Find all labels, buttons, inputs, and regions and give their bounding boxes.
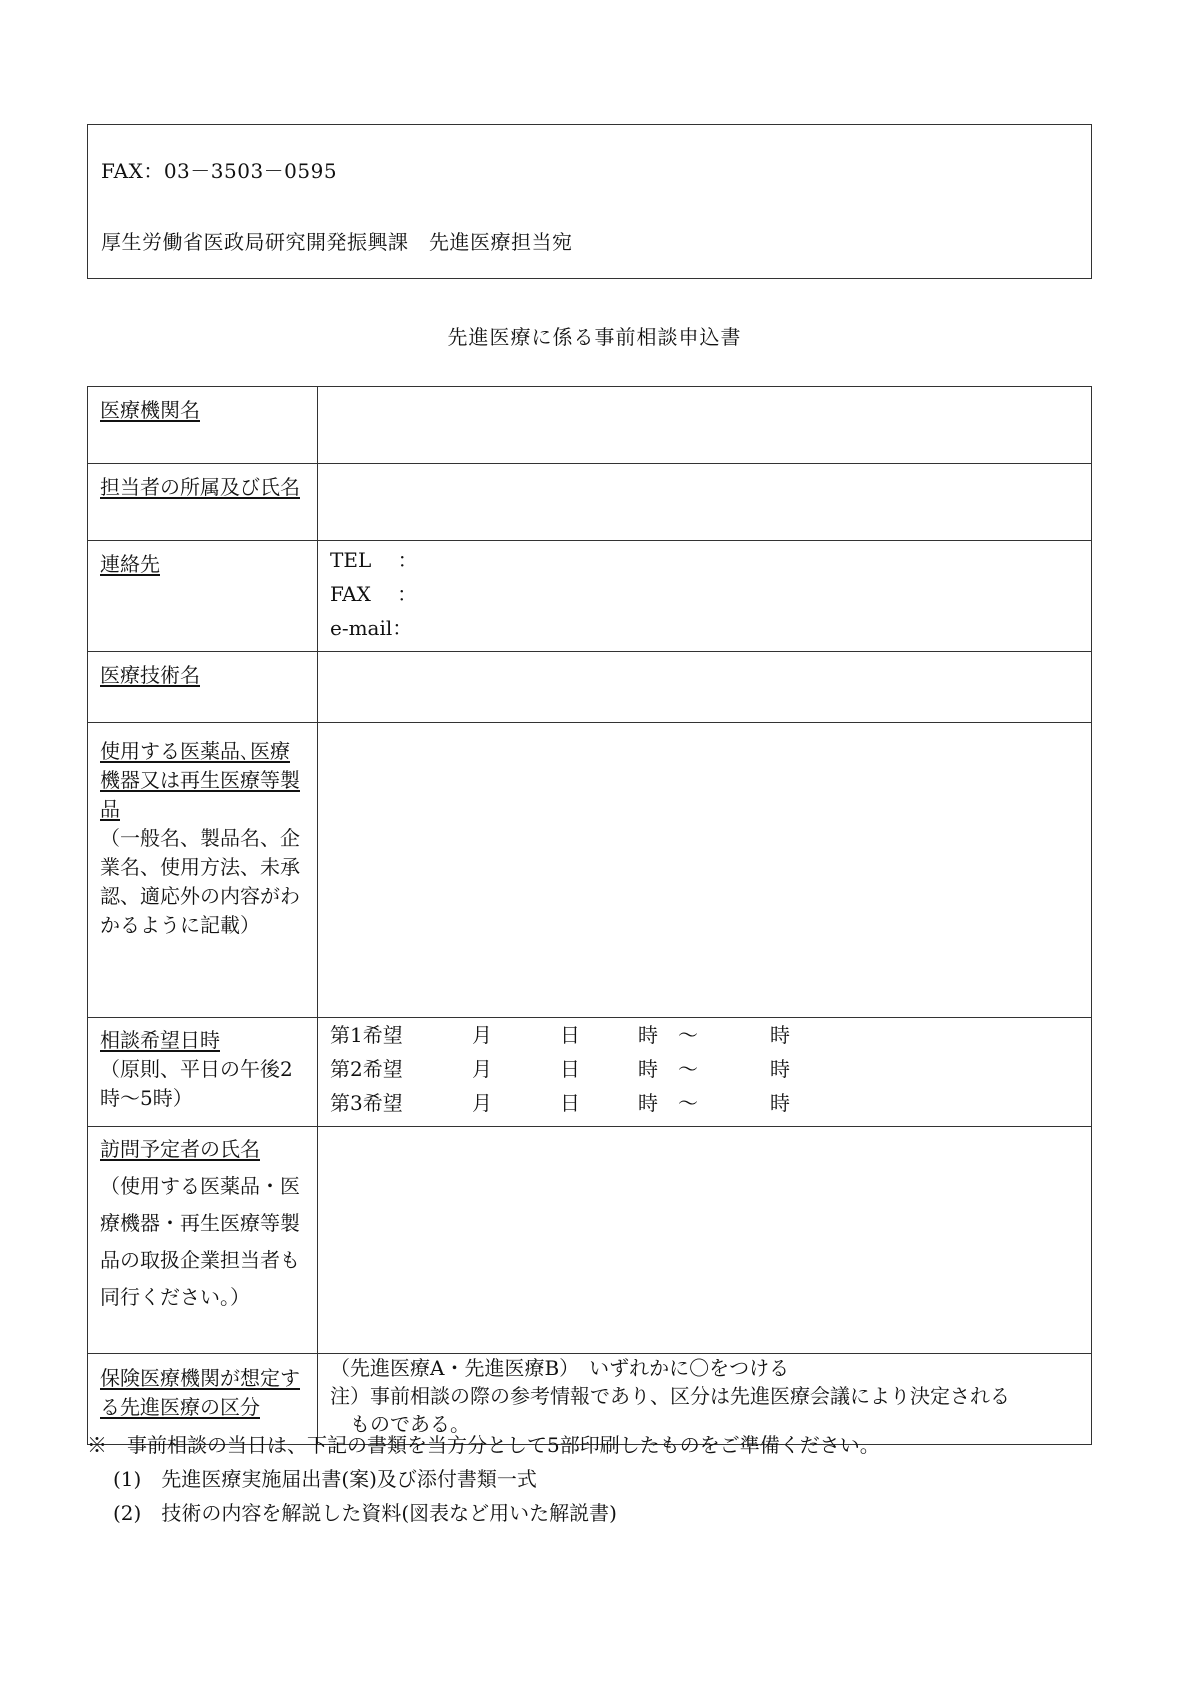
person-label: 担当者の所属及び氏名 bbox=[100, 475, 300, 499]
schedule-label-cell bbox=[88, 1018, 318, 1127]
category-note-line2: ものである。 bbox=[330, 1412, 470, 1436]
footer-note: ※ 事前相談の当日は、下記の書類を当方分として5部印刷したものをご準備ください。 bbox=[87, 1433, 880, 1457]
row-products bbox=[88, 723, 1092, 1018]
schedule-note: （原則、平日の午後2時～5時） bbox=[100, 1057, 293, 1110]
row-institution bbox=[88, 387, 1092, 464]
institution-input[interactable] bbox=[318, 387, 1092, 464]
schedule-cell bbox=[318, 1018, 1092, 1127]
application-form-table bbox=[87, 386, 1092, 1445]
technology-label-cell bbox=[88, 652, 318, 723]
schedule-label: 相談希望日時 bbox=[100, 1028, 220, 1052]
contact-label: 連絡先 bbox=[100, 552, 160, 576]
document-title: 先進医療に係る事前相談申込書 bbox=[447, 325, 742, 349]
tel-field[interactable]: TEL ： bbox=[330, 548, 418, 572]
contact-cell bbox=[318, 541, 1092, 652]
visitors-label-cell bbox=[88, 1127, 318, 1354]
addressee: 厚生労働省医政局研究開発振興課 先進医療担当宛 bbox=[101, 230, 573, 254]
schedule-option-2[interactable]: 第2希望 月 日 時 ～ 時 bbox=[330, 1057, 790, 1081]
fax-number: FAX：03－3503－0595 bbox=[101, 159, 338, 183]
person-label-cell bbox=[88, 464, 318, 541]
fax-addressee-box bbox=[87, 124, 1092, 279]
footer-item-1: (1) 先進医療実施届出書(案)及び添付書類一式 bbox=[113, 1467, 537, 1491]
technology-label: 医療技術名 bbox=[100, 663, 200, 687]
row-schedule bbox=[88, 1018, 1092, 1127]
row-technology bbox=[88, 652, 1092, 723]
products-input[interactable] bbox=[318, 723, 1092, 1018]
visitors-input[interactable] bbox=[318, 1127, 1092, 1354]
fax-field[interactable]: FAX ： bbox=[330, 582, 418, 606]
products-label-cell bbox=[88, 723, 318, 1018]
schedule-option-3[interactable]: 第3希望 月 日 時 ～ 時 bbox=[330, 1091, 790, 1115]
row-visitors bbox=[88, 1127, 1092, 1354]
category-note-line1: 注）事前相談の際の参考情報であり、区分は先進医療会議により決定される bbox=[330, 1384, 1010, 1408]
email-field[interactable]: e-mail： bbox=[330, 616, 413, 640]
products-note: （一般名、製品名、企業名、使用方法、未承認、適応外の内容がわかるように記載） bbox=[100, 826, 300, 937]
category-options[interactable]: （先進医療A・先進医療B） いずれかに〇をつける bbox=[330, 1356, 790, 1380]
visitors-note: （使用する医薬品・医療機器・再生医療等製品の取扱企業担当者も同行ください。） bbox=[100, 1174, 300, 1309]
row-person bbox=[88, 464, 1092, 541]
products-label: 使用する医薬品､医療機器又は再生医療等製品 bbox=[100, 739, 300, 821]
institution-label: 医療機関名 bbox=[100, 398, 200, 422]
contact-label-cell bbox=[88, 541, 318, 652]
footer-notes bbox=[87, 1428, 1097, 1530]
footer-item-2: (2) 技術の内容を解説した資料(図表など用いた解説書) bbox=[113, 1501, 617, 1525]
person-input[interactable] bbox=[318, 464, 1092, 541]
visitors-label: 訪問予定者の氏名 bbox=[100, 1137, 260, 1161]
institution-label-cell bbox=[88, 387, 318, 464]
row-contact bbox=[88, 541, 1092, 652]
technology-input[interactable] bbox=[318, 652, 1092, 723]
category-label: 保険医療機関が想定する先進医療の区分 bbox=[100, 1366, 300, 1419]
schedule-option-1[interactable]: 第1希望 月 日 時 ～ 時 bbox=[330, 1023, 790, 1047]
